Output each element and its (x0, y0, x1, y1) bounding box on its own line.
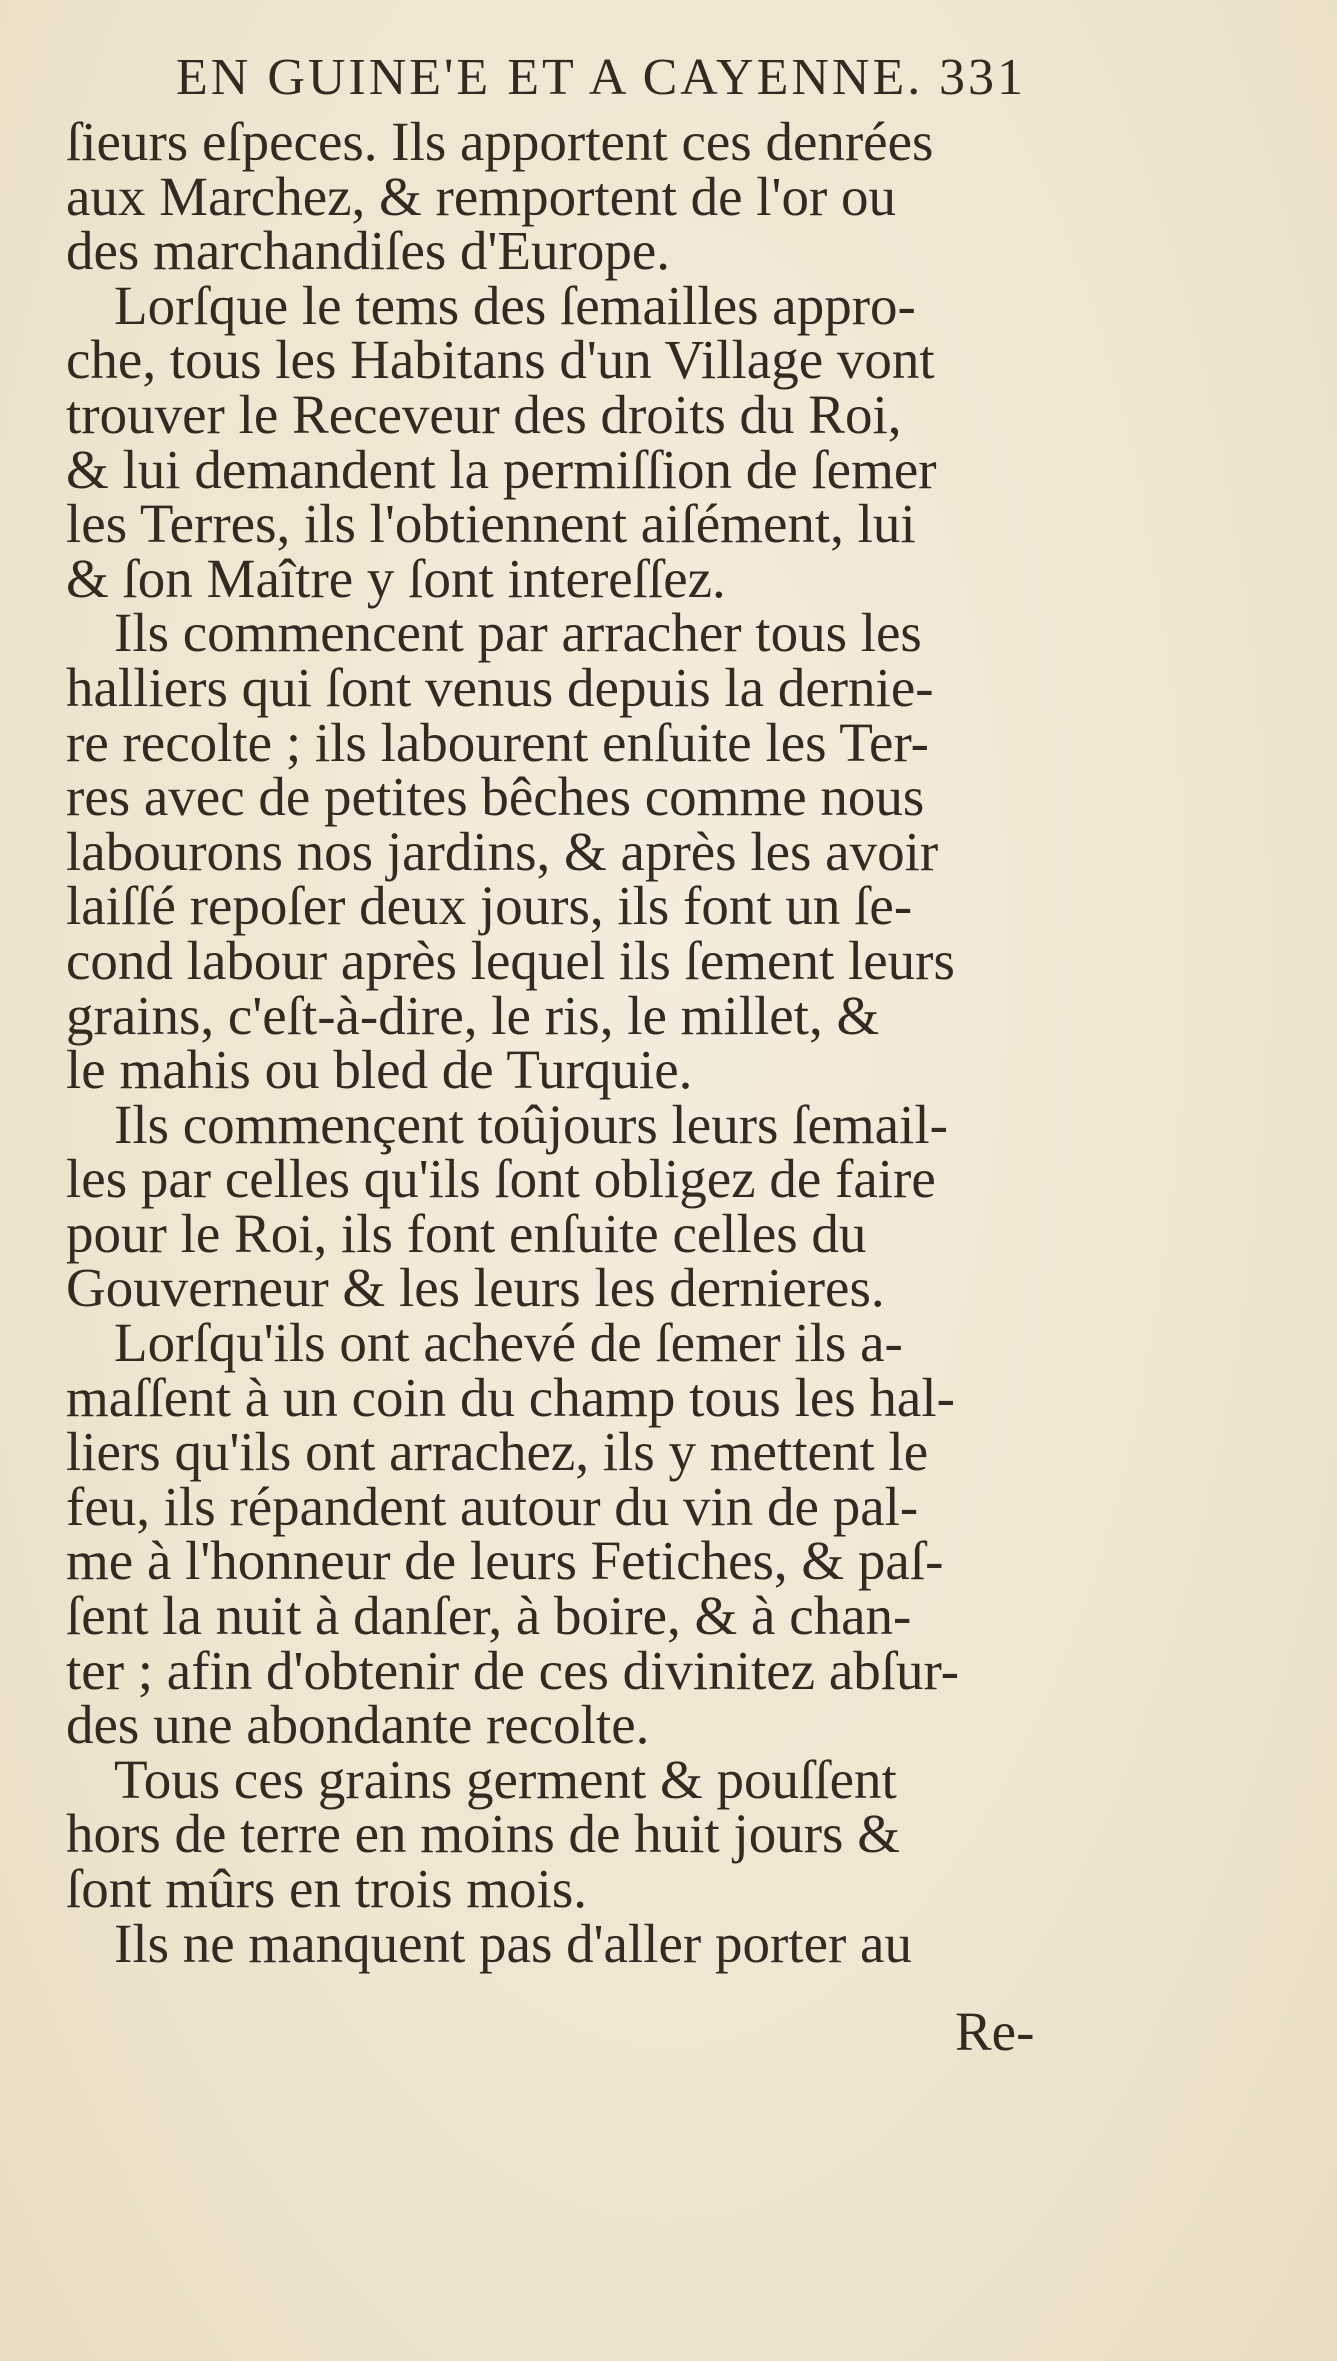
text-line: Tous ces grains germent & pouſſent (114, 1748, 897, 1810)
text-line: pour le Roi, ils font enſuite celles du (66, 1202, 867, 1264)
text-line: laiſſé repoſer deux jours, ils font un ſe- (66, 875, 913, 937)
text-line: Lorſqu'ils ont achevé de ſemer ils a- (114, 1312, 903, 1374)
page-number: 331 (939, 49, 1026, 106)
text-line: ſent la nuit à danſer, à boire, & à chan- (66, 1585, 912, 1647)
text-line: ſont mûrs en trois mois. (66, 1858, 587, 1919)
text-line: les Terres, ils l'obtiennent aiſément, lui (66, 493, 916, 555)
text-line: Ils ne manquent pas d'aller porter au (114, 1912, 912, 1974)
text-line: me à l'honneur de leurs Fetiches, & paſ- (66, 1530, 944, 1592)
text-line: le mahis ou bled de Turquie. (66, 1039, 693, 1101)
text-line: les par celles qu'ils ſont obligez de faire (66, 1148, 936, 1210)
text-line: Gouverneur & les leurs les dernieres. (66, 1257, 885, 1319)
text-line: liers qu'ils ont arrachez, ils y mettent le (66, 1421, 929, 1483)
text-line: che, tous les Habitans d'un Village vont (66, 329, 935, 391)
text-line: maſſent à un coin du champ tous les hal- (66, 1366, 955, 1428)
text-line: feu, ils répandent autour du vin de pal- (66, 1475, 919, 1537)
catchword: Re- (955, 2001, 1035, 2062)
text-line: halliers qui ſont venus depuis la dernie- (66, 656, 934, 718)
text-line: aux Marchez, & remportent de l'or ou (66, 165, 897, 227)
text-line: ſieurs eſpeces. Ils apportent ces denrées (66, 111, 934, 172)
text-line: & lui demandent la permiſſion de ſemer (66, 438, 937, 500)
text-line: labourons nos jardins, & après les avoir (66, 820, 939, 882)
text-line: ter ; afin d'obtenir de ces divinitez abſur- (66, 1639, 960, 1701)
text-line: & ſon Maître y ſont intereſſez. (66, 547, 726, 609)
text-line: des marchandiſes d'Europe. (66, 220, 671, 282)
text-line: cond labour après lequel ils ſement leurs (66, 929, 955, 991)
text-line: res avec de petites bêches comme nous (66, 766, 925, 828)
text-line: grains, c'eſt-à-dire, le ris, le millet, & (66, 984, 880, 1046)
running-head (66, 48, 1026, 108)
text-line: trouver le Receveur des droits du Roi, (66, 383, 902, 445)
text-line: re recolte ; ils labourent enſuite les Ter- (66, 711, 930, 773)
running-title: EN GUINE'E ET A CAYENNE. (176, 49, 924, 106)
body-text (66, 111, 1056, 1974)
text-line: Ils commençent toûjours leurs ſemail- (114, 1093, 948, 1155)
text-line: Ils commencent par arracher tous les (114, 602, 922, 664)
text-line: hors de terre en moins de huit jours & (66, 1803, 900, 1865)
text-line: Lorſque le tems des ſemailles appro- (114, 274, 916, 336)
text-line: des une abondante recolte. (66, 1694, 650, 1756)
